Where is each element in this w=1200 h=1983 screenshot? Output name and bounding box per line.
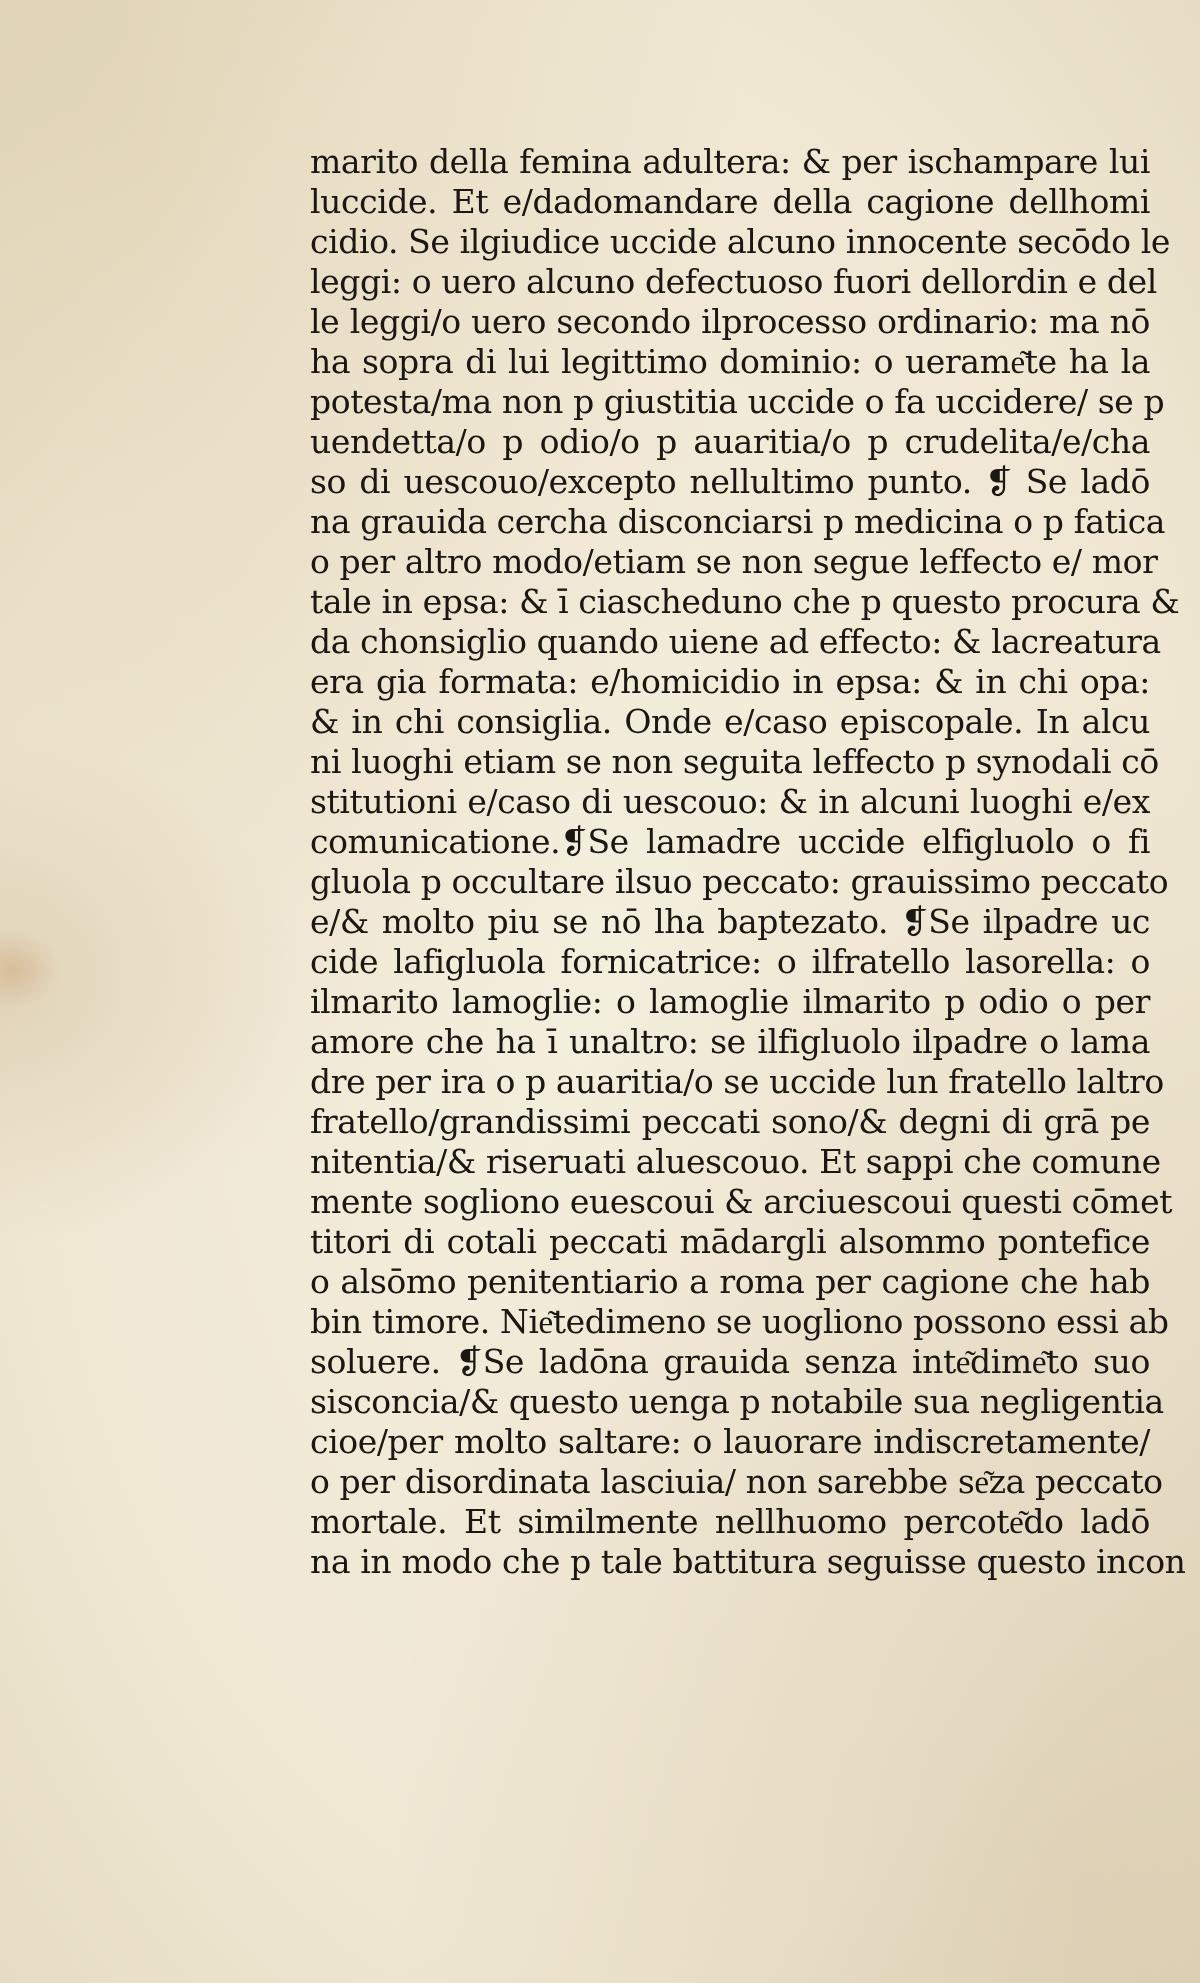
text-line: so di uescouo/excepto nellultimo punto. ❡ Se ladō xyxy=(310,462,1150,501)
text-line: na in modo che p tale battitura seguisse questo incon xyxy=(310,1542,1186,1581)
text-line: titori di cotali peccati mādargli alsommo pontefice xyxy=(310,1222,1150,1261)
text-line: sisconcia/& questo uenga p notabile sua negligentia xyxy=(310,1382,1164,1421)
text-line: tale in epsa: & ī ciascheduno che p questo procura & xyxy=(310,582,1180,621)
text-line: cidio. Se ilgiudice uccide alcuno innocente secōdo le xyxy=(310,222,1170,261)
text-line: potesta/ma non p giustitia uccide o fa uccidere/ se p xyxy=(310,382,1165,421)
text-line: nitentia/& riseruati aluescouo. Et sappi che comune xyxy=(310,1142,1161,1181)
text-line: mente sogliono euescoui & arciuescoui questi cōmet xyxy=(310,1182,1173,1221)
text-line: bin timore. Nie͂tedimeno se uogliono possono essi ab xyxy=(310,1302,1169,1341)
text-line: era gia formata: e/homicidio in epsa: & in chi opa: xyxy=(310,662,1150,701)
text-line: luccide. Et e/dadomandare della cagione dellhomi xyxy=(310,182,1150,221)
text-line: ni luoghi etiam se non seguita leffecto p synodali cō xyxy=(310,742,1159,781)
text-line: marito della femina adultera: & per ischampare lui xyxy=(310,142,1150,181)
text-line: le leggi/o uero secondo ilprocesso ordinario: ma nō xyxy=(310,302,1150,341)
text-line: & in chi consiglia. Onde e/caso episcopale. In alcu xyxy=(310,702,1150,741)
text-line: ha sopra di lui legittimo dominio: o uerame͂te ha la xyxy=(310,342,1150,381)
text-line: mortale. Et similmente nellhuomo percote͂do ladō xyxy=(310,1502,1150,1541)
text-line: ilmarito lamoglie: o lamoglie ilmarito p odio o per xyxy=(310,982,1150,1021)
text-line: dre per ira o p auaritia/o se uccide lun fratello laltro xyxy=(310,1062,1164,1101)
text-line: cide lafigluola fornicatrice: o ilfratello lasorella: o xyxy=(310,942,1150,981)
text-line: uendetta/o p odio/o p auaritia/o p crudelita/e/cha xyxy=(310,422,1150,461)
text-line: leggi: o uero alcuno defectuoso fuori dellordin e del xyxy=(310,262,1157,301)
text-line: amore che ha ī unaltro: se ilfigluolo ilpadre o lama xyxy=(310,1022,1150,1061)
text-line: cioe/per molto saltare: o lauorare indiscretamente/ xyxy=(310,1422,1150,1461)
text-line: o per altro modo/etiam se non segue leffecto e/ mor xyxy=(310,542,1158,581)
text-line: comunicatione.❡Se lamadre uccide elfigluolo o fi xyxy=(310,822,1150,861)
text-line: o alsōmo penitentiario a roma per cagione che hab xyxy=(310,1262,1150,1301)
text-line: fratello/grandissimi peccati sono/& degni di grā pe xyxy=(310,1102,1150,1141)
text-line: na grauida cercha disconciarsi p medicina o p fatica xyxy=(310,502,1166,541)
text-line: soluere. ❡Se ladōna grauida senza inte͂dime͂to suo xyxy=(310,1342,1150,1381)
text-line: o per disordinata lasciuia/ non sarebbe se͂za peccato xyxy=(310,1462,1163,1501)
text-line: stitutioni e/caso di uescouo: & in alcuni luoghi e/ex xyxy=(310,782,1150,821)
text-line: da chonsiglio quando uiene ad effecto: & lacreatura xyxy=(310,622,1161,661)
text-line: e/& molto piu se nō lha baptezato. ❡Se ilpadre uc xyxy=(310,902,1150,941)
text-block xyxy=(310,142,1186,1582)
paper-stain xyxy=(0,930,60,1010)
text-line: gluola p occultare ilsuo peccato: grauissimo peccato xyxy=(310,862,1169,901)
